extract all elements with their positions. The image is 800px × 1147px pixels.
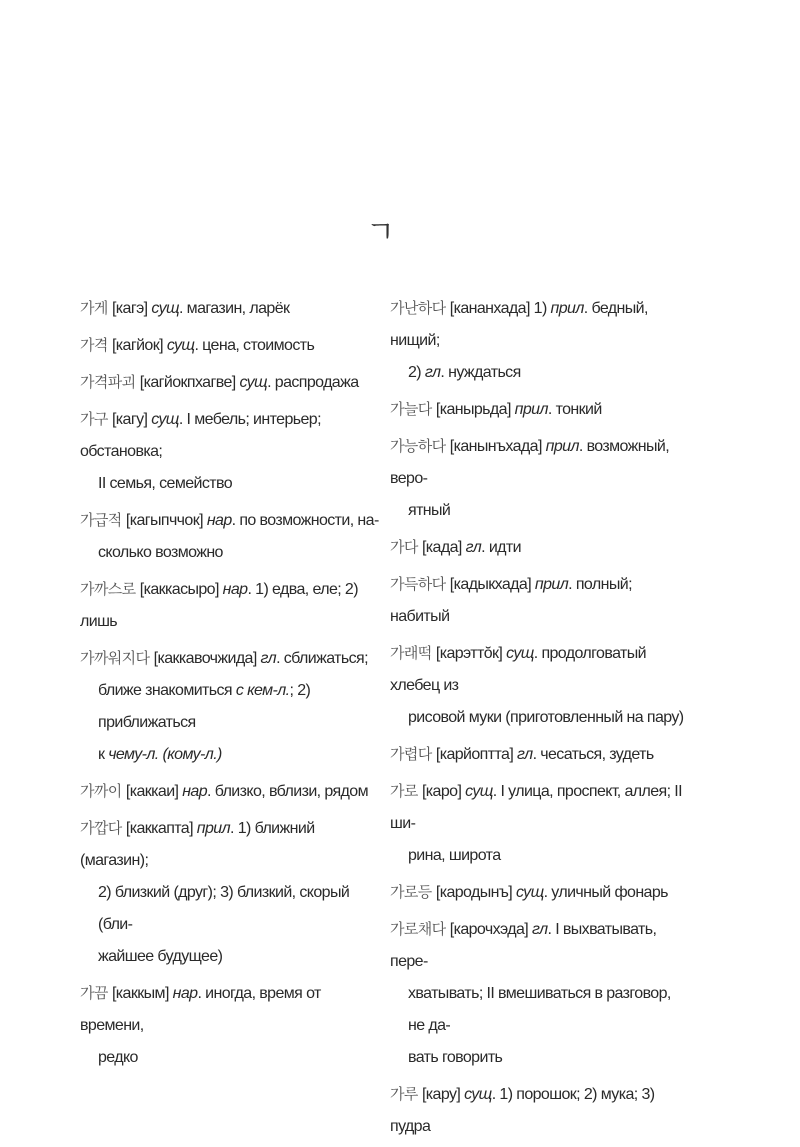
definition-text: . иногда, время от времени, xyxy=(80,985,321,1034)
definition-text: жайшее будущее) xyxy=(98,948,223,965)
definition-text: . магазин, ларёк xyxy=(178,300,290,317)
entry-line xyxy=(80,468,380,500)
definition-text: . нуждаться xyxy=(440,364,521,381)
definition-text: . возможный, веро- xyxy=(390,438,670,487)
definition-text: . 1) порошок; 2) мука; 3) пудра xyxy=(390,1086,655,1135)
dictionary-entry-gakkawojida xyxy=(80,642,380,771)
grammar-label: прил xyxy=(514,401,548,418)
transcription: [карочхэда] xyxy=(449,921,532,938)
entry-line xyxy=(390,1078,690,1143)
grammar-label: сущ xyxy=(464,1086,492,1103)
transcription: [када] xyxy=(421,539,466,556)
entry-line xyxy=(390,430,690,495)
headword: 가능하다 xyxy=(390,437,450,455)
dictionary-entry-garu xyxy=(390,1078,690,1143)
headword: 가구 xyxy=(80,410,112,428)
transcription: [карйоптта] xyxy=(435,746,518,763)
headword: 가깝다 xyxy=(80,819,126,837)
definition-text: сколько возможно xyxy=(98,544,223,561)
transcription: [канырьда] xyxy=(435,401,515,418)
headword: 가격파괴 xyxy=(80,373,140,391)
entry-line xyxy=(80,812,380,877)
entry-line xyxy=(390,357,690,389)
dictionary-entry-garyeopda xyxy=(390,738,690,771)
grammar-label: сущ xyxy=(239,374,268,391)
entry-line xyxy=(390,568,690,633)
entry-line xyxy=(80,504,380,537)
headword: 가로등 xyxy=(390,883,436,901)
entry-line xyxy=(80,537,380,569)
definition-text: . идти xyxy=(481,539,521,556)
definition-text: к xyxy=(98,746,109,763)
definition-text: 1) xyxy=(533,300,551,317)
dictionary-entry-garo xyxy=(390,775,690,872)
transcription: [каккым] xyxy=(111,985,173,1002)
entry-line xyxy=(390,495,690,527)
grammar-label: прил xyxy=(196,820,231,837)
dictionary-entry-gadeukhada xyxy=(390,568,690,633)
dictionary-entry-gagyeok xyxy=(80,329,380,362)
headword: 가루 xyxy=(390,1085,422,1103)
definition-text: . I выхватывать, пере- xyxy=(390,921,657,970)
definition-text: II семья, семейство xyxy=(98,475,233,492)
transcription: [каккапта] xyxy=(125,820,197,837)
grammar-label: сущ xyxy=(465,783,493,800)
dictionary-entry-gakkaseuro xyxy=(80,573,380,638)
definition-text: ближе знакомиться xyxy=(98,682,236,699)
transcription: [кананхада] xyxy=(449,300,534,317)
definition-text: . 1) едва, еле; 2) лишь xyxy=(80,581,358,630)
entry-line xyxy=(390,775,690,840)
transcription: [кагйок] xyxy=(111,337,167,354)
definition-text: . близко, вблизи, рядом xyxy=(207,783,368,800)
definition-text: . цена, стоимость xyxy=(194,337,315,354)
entry-line xyxy=(80,775,380,808)
grammar-label: сущ xyxy=(151,411,179,428)
grammar-label: гл xyxy=(424,364,441,381)
right-column xyxy=(390,292,690,1147)
transcription: [каро] xyxy=(421,783,466,800)
grammar-label: нар xyxy=(206,512,232,529)
transcription: [каккасыро] xyxy=(139,581,223,598)
definition-text: . полный; набитый xyxy=(390,576,632,625)
entry-line xyxy=(80,941,380,973)
headword: 가래떡 xyxy=(390,644,436,662)
entry-line xyxy=(80,675,380,739)
dictionary-entry-gageupjeok xyxy=(80,504,380,569)
grammar-label: прил xyxy=(545,438,579,455)
dictionary-entry-garochaeda xyxy=(390,913,690,1074)
grammar-label: прил xyxy=(550,300,584,317)
grammar-label: гл xyxy=(465,539,482,556)
transcription: [кадыкхада] xyxy=(449,576,535,593)
entry-line xyxy=(390,978,690,1042)
grammar-label: сущ xyxy=(515,884,544,901)
headword: 가난하다 xyxy=(390,299,450,317)
definition-text: . I мебель; интерьер; обстановка; xyxy=(80,411,321,460)
entry-line xyxy=(80,977,380,1042)
entry-line xyxy=(80,877,380,941)
entry-line xyxy=(390,292,690,357)
grammar-label: гл xyxy=(517,746,533,763)
headword: 가로 xyxy=(390,782,422,800)
headword: 가까스로 xyxy=(80,580,140,598)
definition-text: рина, широта xyxy=(408,847,501,864)
entry-line xyxy=(80,573,380,638)
transcription: [кагэ] xyxy=(111,300,152,317)
transcription: [кагйокпхагве] xyxy=(139,374,240,391)
definition-text: ; 2) приближаться xyxy=(98,682,311,731)
grammar-label: нар xyxy=(182,783,208,800)
transcription: [каккаи] xyxy=(125,783,183,800)
headword: 가득하다 xyxy=(390,575,450,593)
entry-line xyxy=(390,738,690,771)
definition-text: хватывать; II вмешиваться в разговор, не да- xyxy=(408,985,671,1034)
transcription: [кару] xyxy=(421,1086,465,1103)
grammar-label: гл xyxy=(260,650,277,667)
dictionary-entry-gada xyxy=(390,531,690,564)
definition-text: вать говорить xyxy=(408,1049,503,1066)
headword: 가까이 xyxy=(80,782,126,800)
transcription: [кагу] xyxy=(111,411,152,428)
definition-text: . распродажа xyxy=(267,374,359,391)
headword: 가게 xyxy=(80,299,112,317)
headword: 가다 xyxy=(390,538,422,556)
definition-text: . I улица, проспект, аллея; II ши- xyxy=(390,783,683,832)
definition-text: . тонкий xyxy=(547,401,602,418)
grammar-label: чему-л. (кому-л.) xyxy=(108,746,222,763)
grammar-label: сущ xyxy=(166,337,195,354)
definition-text: . 1) ближний (магазин); xyxy=(80,820,315,869)
definition-text: . сближаться; xyxy=(276,650,368,667)
headword: 가격 xyxy=(80,336,112,354)
entry-line xyxy=(390,531,690,564)
grammar-label: нар xyxy=(172,985,198,1002)
entry-line xyxy=(80,366,380,399)
headword: 가까워지다 xyxy=(80,649,154,667)
dictionary-entry-garaetteok xyxy=(390,637,690,734)
definition-text: 2) близкий (друг); 3) близкий, скорый (бли- xyxy=(98,884,350,933)
dictionary-entry-gage xyxy=(80,292,380,325)
definition-text: . бедный, нищий; xyxy=(390,300,648,349)
dictionary-entry-ganeulda xyxy=(390,393,690,426)
entry-line xyxy=(390,1042,690,1074)
grammar-label: сущ xyxy=(151,300,179,317)
entry-line xyxy=(80,642,380,675)
entry-line xyxy=(80,292,380,325)
grammar-label: нар xyxy=(222,581,248,598)
grammar-label: с кем-л. xyxy=(235,682,290,699)
headword: 가로채다 xyxy=(390,920,450,938)
definition-text: . продолговатый хлебец из xyxy=(390,645,646,694)
dictionary-entry-garodeung xyxy=(390,876,690,909)
grammar-label: прил xyxy=(534,576,569,593)
headword: 가렵다 xyxy=(390,745,436,763)
headword: 가끔 xyxy=(80,984,112,1002)
entry-line xyxy=(80,403,380,468)
transcription: [канынъхада] xyxy=(449,438,546,455)
dictionary-entry-gakkapda xyxy=(80,812,380,973)
entry-line xyxy=(390,637,690,702)
entry-line xyxy=(390,393,690,426)
entry-line xyxy=(80,739,380,771)
definition-text: 2) xyxy=(408,364,425,381)
entry-line xyxy=(80,329,380,362)
left-column xyxy=(80,292,380,1078)
transcription: [кагыпччок] xyxy=(125,512,207,529)
headword: 가늘다 xyxy=(390,400,436,418)
transcription: [карэттŏк] xyxy=(435,645,507,662)
dictionary-entry-gakkai xyxy=(80,775,380,808)
entry-line xyxy=(390,840,690,872)
entry-line xyxy=(390,913,690,978)
entry-line xyxy=(390,702,690,734)
entry-line xyxy=(390,876,690,909)
entry-line xyxy=(80,1042,380,1074)
definition-text: рисовой муки (приготовленный на пару) xyxy=(408,709,684,726)
definition-text: . по возможности, на- xyxy=(231,512,379,529)
dictionary-entry-ganeunghada xyxy=(390,430,690,527)
definition-text: . чесаться, зудеть xyxy=(532,746,654,763)
definition-text: редко xyxy=(98,1049,138,1066)
definition-text: ятный xyxy=(408,502,451,519)
transcription: [кародынъ] xyxy=(435,884,516,901)
section-letter: ㄱ xyxy=(366,215,395,250)
grammar-label: сущ xyxy=(506,645,534,662)
transcription: [каккавочжида] xyxy=(153,650,261,667)
dictionary-entry-gagu xyxy=(80,403,380,500)
dictionary-entry-gananhada xyxy=(390,292,690,389)
dictionary-entry-gagyeokpagoe xyxy=(80,366,380,399)
headword: 가급적 xyxy=(80,511,126,529)
definition-text: . уличный фонарь xyxy=(543,884,668,901)
grammar-label: гл xyxy=(531,921,548,938)
dictionary-entry-gakkeum xyxy=(80,977,380,1074)
